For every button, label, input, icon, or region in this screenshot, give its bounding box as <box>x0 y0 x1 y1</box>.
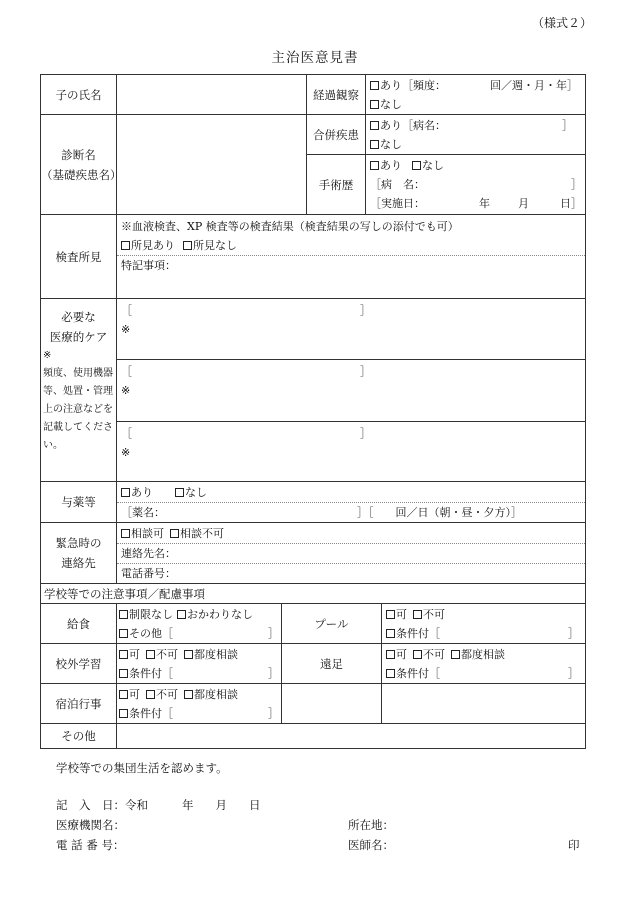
emergency-label <box>41 523 117 584</box>
excursion-ok-checkbox[interactable] <box>386 650 395 659</box>
meal-swap-checkbox[interactable] <box>177 610 186 619</box>
meal-none-text: 制限なし <box>129 607 173 621</box>
observation-label: 経過観察 <box>307 75 366 115</box>
meal-other-bracket: ］ <box>268 626 279 640</box>
emergency-phone[interactable]: 電話番号： <box>117 563 585 583</box>
medical-care-note-2: 等、処置・管理 <box>43 386 113 397</box>
medication-yes-text: あり <box>131 485 153 499</box>
excursion-consult-checkbox[interactable] <box>451 650 460 659</box>
pool-ng-text: 不可 <box>423 607 445 621</box>
comorbidity-bracket: ］ <box>562 118 573 132</box>
surgery-year: 年 <box>479 197 490 210</box>
comorbidity-yes-text: あり［病名： <box>380 118 446 132</box>
medication-yes-checkbox[interactable] <box>121 488 130 497</box>
outside-consult-text: 都度相談 <box>194 647 238 661</box>
surgery-month: 月 <box>518 197 529 210</box>
consult-ng-checkbox[interactable] <box>170 529 179 538</box>
consult-ok-checkbox[interactable] <box>121 529 130 538</box>
emergency-label-line1: 緊急時の <box>55 536 102 550</box>
emergency-content <box>117 523 586 584</box>
school-section-title: 学校等での注意事項／配慮事項 <box>41 584 586 604</box>
entry-date-row <box>56 797 261 813</box>
overnight-blank-field <box>382 684 586 724</box>
seal-mark: 印 <box>568 838 580 852</box>
finding-no-checkbox[interactable] <box>183 241 192 250</box>
care-mark: ※ <box>121 323 131 336</box>
exam-content <box>117 215 586 299</box>
finding-yes-text: 所見あり <box>131 239 175 252</box>
care-bracket-open: ［ <box>121 365 132 378</box>
observation-no-text: なし <box>380 97 402 111</box>
overnight-label: 宿泊行事 <box>41 684 117 724</box>
doctor-name[interactable]: 医師名： <box>348 838 394 852</box>
consult-ok-text: 相談可 <box>131 526 164 540</box>
overnight-consult-checkbox[interactable] <box>184 690 193 699</box>
excursion-cond-bracket: ］ <box>568 666 579 680</box>
outside-ok-text: 可 <box>129 647 140 661</box>
medical-care-entry-3[interactable] <box>117 422 586 482</box>
entry-date-day: 日 <box>249 798 261 812</box>
medical-care-label-line2: 医療的ケア <box>49 330 108 344</box>
pool-ng-checkbox[interactable] <box>413 610 422 619</box>
observation-options <box>366 75 586 115</box>
medication-content <box>117 482 586 523</box>
comorbidity-no-checkbox[interactable] <box>370 140 379 149</box>
form-number: （様式２） <box>531 16 592 30</box>
observation-frequency-unit: 回／週・月・年］ <box>490 78 578 92</box>
pool-cond-bracket: ］ <box>568 626 579 640</box>
medical-care-entry-2[interactable] <box>117 360 586 422</box>
outside-cond-text: 条件付［ <box>129 666 173 680</box>
surgery-disease-bracket: ］ <box>571 178 582 191</box>
medication-drug-text: ［薬名： <box>121 505 165 519</box>
exam-special-notes[interactable]: 特記事項： <box>117 255 585 275</box>
medical-care-note-4: 記載してくださ <box>43 422 113 433</box>
meal-none-checkbox[interactable] <box>119 610 128 619</box>
outside-ok-checkbox[interactable] <box>119 650 128 659</box>
approval-statement: 学校等での集団生活を認めます。 <box>56 761 228 775</box>
surgery-day: 日］ <box>560 197 582 210</box>
overnight-options <box>117 684 282 724</box>
outside-ng-checkbox[interactable] <box>146 650 155 659</box>
diagnosis-label-line2: （基礎疾患名） <box>41 167 122 182</box>
overnight-ng-checkbox[interactable] <box>146 690 155 699</box>
phone-number[interactable]: 電 話 番 号： <box>56 838 125 852</box>
medication-times-text: ］［ 回／日（朝・昼・夕方）］ <box>357 505 522 519</box>
overnight-cond-text: 条件付［ <box>129 706 173 720</box>
pool-ok-text: 可 <box>396 607 407 621</box>
child-name-field[interactable] <box>117 75 307 115</box>
diagnosis-field[interactable] <box>117 115 307 215</box>
finding-no-text: 所見なし <box>193 239 237 252</box>
excursion-label: 遠足 <box>282 644 382 684</box>
surgery-label: 手術歴 <box>307 155 366 215</box>
medical-care-label-line1: 必要な <box>61 310 96 324</box>
comorbidity-yes-checkbox[interactable] <box>370 121 379 130</box>
excursion-cond-text: 条件付［ <box>396 666 440 680</box>
diagnosis-label <box>41 115 122 215</box>
excursion-options <box>382 644 586 684</box>
surgery-date-text: ［実施日： <box>370 197 425 210</box>
medical-care-note-3: 上の注意などを <box>43 404 113 415</box>
care-mark: ※ <box>121 384 131 397</box>
observation-yes-checkbox[interactable] <box>370 81 379 90</box>
outside-study-label: 校外学習 <box>41 644 117 684</box>
outside-cond-bracket: ］ <box>268 666 279 680</box>
overnight-ok-checkbox[interactable] <box>119 690 128 699</box>
overnight-cond-checkbox[interactable] <box>119 709 128 718</box>
entry-date-label: 記 入 日：令和 <box>56 798 148 812</box>
outside-cond-checkbox[interactable] <box>119 669 128 678</box>
address-label[interactable]: 所在地： <box>348 818 394 832</box>
emergency-contact-name[interactable]: 連絡先名： <box>117 543 585 563</box>
medication-label: 与薬等 <box>41 482 117 523</box>
overnight-blank-label <box>282 684 382 724</box>
pool-cond-checkbox[interactable] <box>386 629 395 638</box>
excursion-ng-text: 不可 <box>423 647 445 661</box>
opinion-form-table <box>40 74 586 749</box>
pool-ok-checkbox[interactable] <box>386 610 395 619</box>
observation-no-checkbox[interactable] <box>370 100 379 109</box>
surgery-options <box>366 155 586 215</box>
medical-care-note-5: い。 <box>43 440 63 451</box>
care-bracket-close: ］ <box>360 365 371 378</box>
exam-note: ※血液検査、XP 検査等の検査結果（検査結果の写しの添付でも可） <box>121 220 459 233</box>
other-field[interactable] <box>117 724 586 749</box>
medical-care-note-1: 頻度、使用機器 <box>43 368 113 379</box>
emergency-label-line2: 連絡先 <box>61 556 96 570</box>
comorbidity-no-text: なし <box>380 137 402 151</box>
finding-yes-checkbox[interactable] <box>121 241 130 250</box>
pool-cond-text: 条件付［ <box>396 626 440 640</box>
observation-yes-text: あり［頻度： <box>380 78 446 92</box>
care-mark: ※ <box>121 446 131 459</box>
excursion-ng-checkbox[interactable] <box>413 650 422 659</box>
meal-swap-text: おかわりなし <box>187 607 253 621</box>
surgery-yes-checkbox[interactable] <box>370 161 379 170</box>
pool-options <box>382 604 586 644</box>
overnight-ng-text: 不可 <box>156 687 178 701</box>
overnight-consult-text: 都度相談 <box>194 687 238 701</box>
comorbidity-options <box>366 115 586 155</box>
pool-label: プール <box>282 604 382 644</box>
other-label: その他 <box>41 724 117 749</box>
exam-label: 検査所見 <box>41 215 117 299</box>
medical-care-label <box>41 299 117 482</box>
care-bracket-close: ］ <box>360 304 371 317</box>
meal-other-checkbox[interactable] <box>119 629 128 638</box>
care-bracket-close: ］ <box>360 427 371 440</box>
medication-no-checkbox[interactable] <box>175 488 184 497</box>
surgery-yes-text: あり <box>380 159 402 172</box>
institution-name[interactable]: 医療機関名： <box>56 818 125 832</box>
document-title: 主治医意見書 <box>271 50 359 66</box>
overnight-ok-text: 可 <box>129 687 140 701</box>
entry-date-year: 年 <box>182 798 194 812</box>
consult-ng-text: 相談不可 <box>180 526 224 540</box>
entry-date-month: 月 <box>215 798 227 812</box>
outside-consult-checkbox[interactable] <box>184 650 193 659</box>
outside-ng-text: 不可 <box>156 647 178 661</box>
medical-care-entry-1[interactable] <box>117 299 586 360</box>
surgery-no-checkbox[interactable] <box>412 161 421 170</box>
care-bracket-open: ［ <box>121 427 132 440</box>
meal-label: 給食 <box>41 604 117 644</box>
meal-other-text: その他［ <box>129 626 173 640</box>
medical-care-note-mark: ※ <box>43 350 52 361</box>
outside-study-options <box>117 644 282 684</box>
surgery-no-text: なし <box>422 159 444 172</box>
care-bracket-open: ［ <box>121 304 132 317</box>
excursion-consult-text: 都度相談 <box>461 647 505 661</box>
comorbidity-label: 合併疾患 <box>307 115 366 155</box>
overnight-cond-bracket: ］ <box>268 706 279 720</box>
diagnosis-label-line1: 診断名 <box>61 147 96 162</box>
excursion-cond-checkbox[interactable] <box>386 669 395 678</box>
meal-options <box>117 604 282 644</box>
excursion-ok-text: 可 <box>396 647 407 661</box>
child-name-label: 子の氏名 <box>41 75 117 115</box>
surgery-disease-text: ［病 名： <box>370 178 425 191</box>
medication-no-text: なし <box>185 485 207 499</box>
